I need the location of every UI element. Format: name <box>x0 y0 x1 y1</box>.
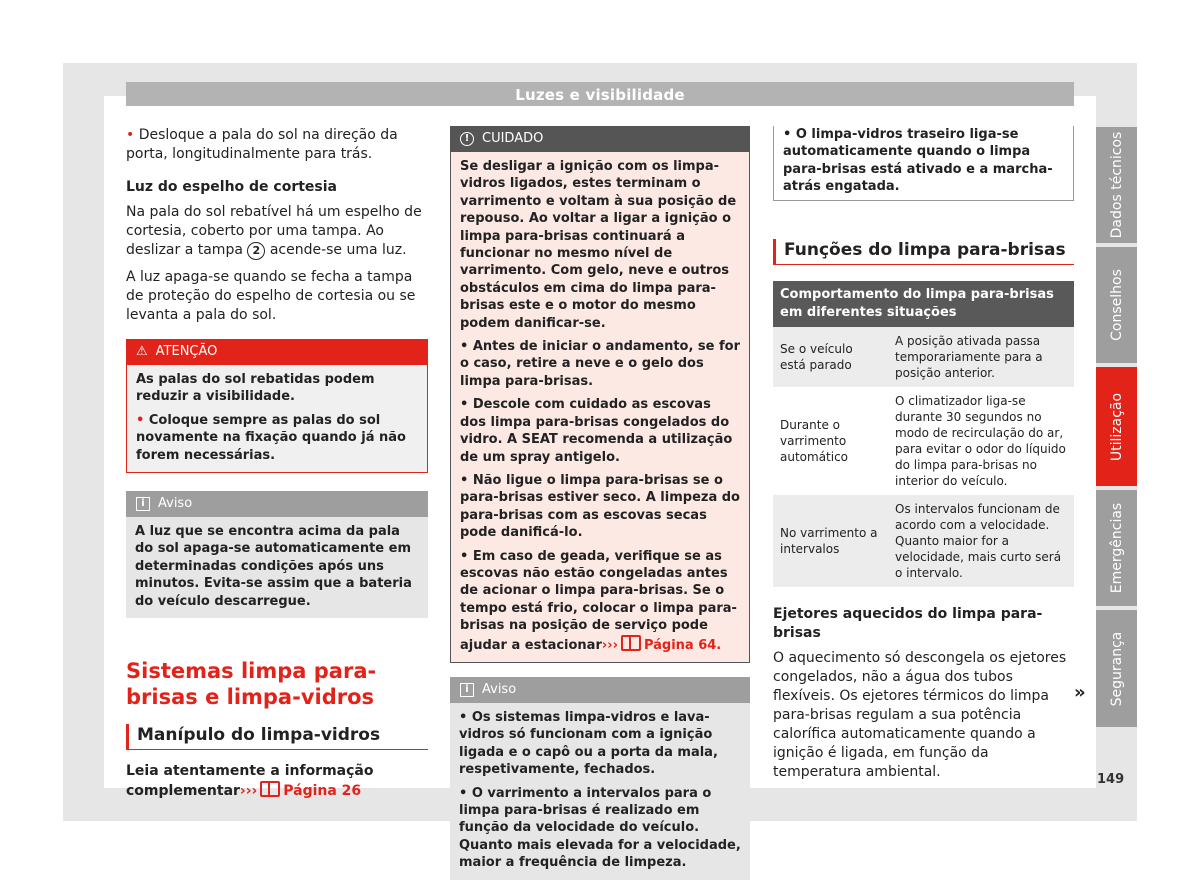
table-cell-key: No varrimento a intervalos <box>773 495 888 587</box>
table-cell-value: Os intervalos funcionam de acordo com a velocidade. Quanto maior for a velocidade, mais curto será o intervalo. <box>888 495 1074 587</box>
book-ref-icon <box>260 781 280 797</box>
table-row <box>773 327 1074 387</box>
table-cell-key: Se o veículo está parado <box>773 327 888 387</box>
table-row <box>773 387 1074 495</box>
note-header-2: i Aviso <box>450 677 750 703</box>
column-1 <box>126 126 428 809</box>
note-box-1 <box>126 491 428 618</box>
top-bullet-box: • O limpa-vidros traseiro liga-se automaticamente quando o limpa para-brisas está ativado e a marcha-atrás engatada. <box>773 126 1074 201</box>
tab-utilizacao[interactable]: Utilização <box>1096 367 1137 486</box>
section-title-manipulo: Manípulo do limpa-vidros <box>126 724 428 750</box>
caution-icon: ! <box>460 132 474 146</box>
page-ref-link[interactable]: Página 64. <box>643 637 722 653</box>
column-3 <box>773 126 1074 790</box>
page-number: 149 <box>1097 772 1125 787</box>
bullet-pala: • Desloque a pala do sol na direção da porta, longitudinalmente para trás. <box>126 127 398 162</box>
info-icon: i <box>136 497 150 511</box>
caution-header: ! CUIDADO <box>450 126 750 152</box>
warning-text-2: • Coloque sempre as palas do sol novamente na fixação quando já não forem necessárias. <box>136 412 406 463</box>
caution-bullet-1: • Antes de iniciar o andamento, se for o caso, retire a neve e o gelo dos limpa para-brisas. <box>460 339 741 389</box>
note-text-1: A luz que se encontra acima da pala do sol apaga-se automaticamente em determinadas condições após uns minutos. Evita-se assim que a bateria do veículo descarregue. <box>135 524 412 609</box>
tab-emergencias[interactable]: Emergências <box>1096 490 1137 606</box>
bullet-dot-icon: • <box>126 127 135 143</box>
info-icon: i <box>460 683 474 697</box>
table-row <box>773 495 1074 587</box>
warning-triangle-icon: ⚠ <box>136 344 148 359</box>
chapter-header: Luzes e visibilidade <box>126 82 1074 106</box>
subhead-ejetores: Ejetores aquecidos do limpa para-brisas <box>773 605 1043 641</box>
note-header-1: i Aviso <box>126 491 428 517</box>
section-title-funcoes: Funções do limpa para-brisas <box>773 239 1074 265</box>
caution-bullet-2: • Descole com cuidado as escovas dos limpa para-brisas congelados do vidro. A SEAT recomenda a utilização de um spray antigelo. <box>460 397 733 465</box>
table-cell-value: O climatizador liga-se durante 30 segundos no modo de recirculação do ar, para evitar o odor do líquido do limpa para-brisas no interior do veículo. <box>888 387 1074 495</box>
column-2 <box>450 126 750 880</box>
para-ejetores: O aquecimento só descongela os ejetores congelados, não a água dos tubos flexíveis. Os ejetores térmicos do limpa para-brisas regulam a sua potência calorífica automaticamente quando a ignição é ligada, em função da temperatura ambiental. <box>773 649 1067 780</box>
note2-bullet-1: • Os sistemas limpa-vidros e lava-vidros só funcionam com a ignição ligada e o capô ou a porta da mala, respetivamente, fechados. <box>459 709 718 778</box>
para-luz-apaga: A luz apaga-se quando se fecha a tampa de proteção do espelho de cortesia ou se levanta a pala do sol. <box>126 269 416 323</box>
tab-conselhos[interactable]: Conselhos <box>1096 247 1137 363</box>
caution-bullet-4: • Em caso de geada, verifique se as escovas não estão congeladas antes de acionar o limpa para-brisas. Se o tempo está frio, colocar o limpa para-brisas na posição de serviço pode ajudar a estacionar››› Página 64. <box>460 548 737 653</box>
para-espelho: Na pala do sol rebatível há um espelho de cortesia, coberto por uma tampa. Ao deslizar a tampa 2 acende-se uma luz. <box>126 204 422 258</box>
subhead-espelho: Luz do espelho de cortesia <box>126 179 338 195</box>
note2-bullet-2: • O varrimento a intervalos para o limpa para-brisas é realizado em função da velocidade do veículo. Quanto mais elevada for a velocidade, maior a frequência de limpeza. <box>459 785 741 871</box>
table-header: Comportamento do limpa para-brisas em diferentes situações <box>773 281 1074 327</box>
warning-header: ⚠ ATENÇÃO <box>126 339 428 365</box>
book-ref-icon <box>621 635 641 651</box>
section-title-sistemas: Sistemas limpa para-brisas e limpa-vidros <box>126 659 377 710</box>
table-cell-key: Durante o varrimento automático <box>773 387 888 495</box>
continue-marker-icon: » <box>1074 682 1086 703</box>
note-box-2 <box>450 677 750 880</box>
wiper-table <box>773 281 1074 587</box>
caution-bullet-3: • Não ligue o limpa para-brisas se o para-brisas estiver seco. A limpeza do para-brisas com as escovas secas pode danificá-lo. <box>460 472 740 541</box>
table-cell-value: A posição ativada passa temporariamente para a posição anterior. <box>888 327 1074 387</box>
warning-text-1: As palas do sol rebatidas podem reduzir a visibilidade. <box>136 372 375 405</box>
callout-number-2: 2 <box>247 242 265 260</box>
tab-dados-tecnicos[interactable]: Dados técnicos <box>1096 127 1137 243</box>
caution-text-1: Se desligar a ignição com os limpa-vidros ligados, estes terminam o varrimento e voltam à sua posição de repouso. Ao voltar a ligar a ignição o limpa para-brisas continuará a funcionar no mesmo nível de varrimento. Com gelo, neve e outros obstáculos em cima do limpa para-brisas este e o motor do mesmo podem danificar-se. <box>460 159 737 331</box>
caution-box <box>450 126 750 663</box>
warning-box <box>126 339 428 473</box>
page-ref-link[interactable]: Página 26 <box>283 783 362 800</box>
read-more-text: Leia atentamente a informação complementar››› Página 26 <box>126 763 374 800</box>
tab-seguranca[interactable]: Segurança <box>1096 610 1137 727</box>
